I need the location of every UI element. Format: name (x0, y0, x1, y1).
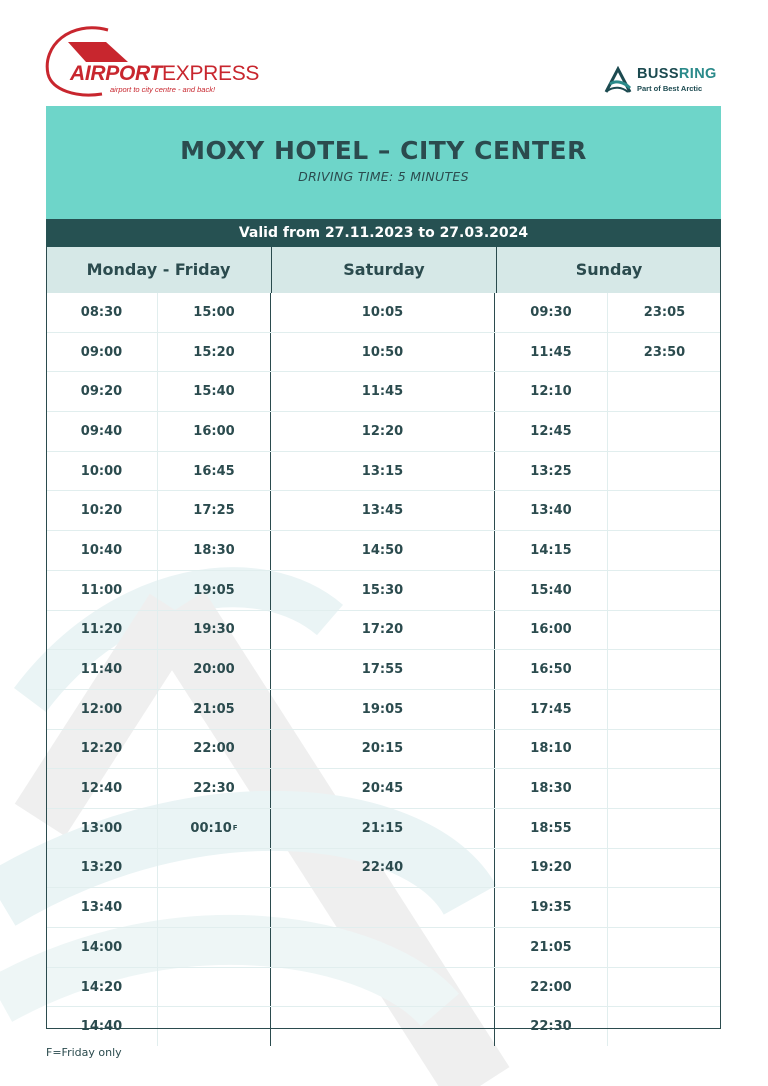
header-monday-friday: Monday - Friday (86, 260, 231, 279)
saturday-time: 15:30 (270, 571, 495, 610)
timetable-row (46, 372, 721, 412)
timetable-row (46, 888, 721, 928)
mon-fri-time: 11:20 (46, 611, 158, 650)
sunday-time (608, 888, 721, 927)
driving-time: DRIVING TIME: 5 MINUTES (298, 169, 469, 184)
airport-express-logo (40, 18, 270, 100)
mon-fri-time: 17:25 (193, 503, 235, 519)
timetable-row (46, 1007, 721, 1046)
route-title: MOXY HOTEL – CITY CENTER (180, 136, 587, 165)
sunday-time: 21:05 (495, 928, 608, 967)
timetable-row (46, 769, 721, 809)
footnote: F=Friday only (46, 1046, 122, 1059)
bussring-wordmark: BUSSRING (637, 66, 717, 82)
sunday-time: 13:40 (495, 491, 608, 530)
timetable-row (46, 571, 721, 611)
sunday-time: 23:50 (643, 344, 686, 360)
saturday-time: 10:05 (270, 293, 495, 332)
mon-fri-time: 13:00 (46, 809, 158, 848)
day-headers (46, 247, 721, 293)
saturday-time: 13:45 (270, 491, 495, 530)
timetable-row (46, 452, 721, 492)
mon-fri-time: 09:00 (46, 333, 158, 372)
saturday-time: 10:50 (270, 333, 495, 372)
timetable-row (46, 849, 721, 889)
sunday-time: 17:45 (495, 690, 608, 729)
airport-express-wordmark: AIRPORTEXPRESS (70, 62, 260, 85)
saturday-time: 12:20 (270, 412, 495, 451)
header-sunday: Sunday (496, 247, 721, 293)
mon-fri-time: 19:30 (193, 622, 235, 638)
mon-fri-time: 13:20 (46, 849, 158, 888)
mon-fri-time: 16:45 (193, 463, 235, 479)
timetable-row (46, 730, 721, 770)
timetable-row (46, 491, 721, 531)
mon-fri-time (158, 1007, 270, 1046)
mon-fri-time: 10:40 (46, 531, 158, 570)
mon-fri-time: 14:20 (46, 968, 158, 1007)
mon-fri-time: 21:05 (193, 701, 235, 717)
sunday-time: 14:15 (495, 531, 608, 570)
sunday-time: 18:10 (495, 730, 608, 769)
sunday-time: 22:30 (495, 1007, 608, 1046)
sunday-time (608, 769, 721, 808)
sunday-time (608, 1007, 721, 1046)
sunday-time: 11:45 (495, 333, 608, 372)
sunday-time: 16:50 (495, 650, 608, 689)
saturday-time (270, 888, 495, 927)
saturday-time: 20:15 (270, 730, 495, 769)
mon-fri-time: 09:20 (46, 372, 158, 411)
timetable-row (46, 690, 721, 730)
timetable-row (46, 968, 721, 1008)
friday-only-marker: F (232, 824, 238, 833)
mon-fri-time: 14:00 (46, 928, 158, 967)
sunday-time (608, 650, 721, 689)
sunday-time: 18:55 (495, 809, 608, 848)
timetable-row (46, 611, 721, 651)
mon-fri-time: 12:40 (46, 769, 158, 808)
sunday-time (608, 531, 721, 570)
sunday-time: 19:35 (495, 888, 608, 927)
sunday-time: 12:10 (495, 372, 608, 411)
mon-fri-time (158, 928, 270, 967)
sunday-time (608, 491, 721, 530)
sunday-time: 16:00 (495, 611, 608, 650)
saturday-time: 11:45 (270, 372, 495, 411)
route-header (46, 106, 721, 219)
mon-fri-time (158, 888, 270, 927)
sunday-time: 13:25 (495, 452, 608, 491)
sunday-time (608, 412, 721, 451)
saturday-time: 22:40 (270, 849, 495, 888)
sunday-time: 22:00 (495, 968, 608, 1007)
mon-fri-time: 15:00 (193, 304, 235, 320)
timetable-row (46, 412, 721, 452)
mon-fri-time: 11:40 (46, 650, 158, 689)
mon-fri-time: 00:10 F (190, 820, 238, 836)
saturday-time: 17:20 (270, 611, 495, 650)
bussring-subtitle: Part of Best Arctic (637, 84, 703, 93)
sunday-time (608, 611, 721, 650)
sunday-time (608, 690, 721, 729)
mon-fri-time: 10:20 (46, 491, 158, 530)
mon-fri-time: 15:40 (193, 384, 235, 400)
sunday-time (608, 372, 721, 411)
saturday-time: 21:15 (270, 809, 495, 848)
timetable-row (46, 531, 721, 571)
saturday-time: 13:15 (270, 452, 495, 491)
saturday-time: 20:45 (270, 769, 495, 808)
mon-fri-time (158, 968, 270, 1007)
sunday-time (608, 968, 721, 1007)
mon-fri-time: 12:20 (46, 730, 158, 769)
sunday-time (608, 849, 721, 888)
mon-fri-time: 15:20 (193, 344, 235, 360)
mon-fri-time: 10:00 (46, 452, 158, 491)
sunday-time (608, 928, 721, 967)
timetable-row (46, 333, 721, 373)
saturday-time: 17:55 (270, 650, 495, 689)
mon-fri-time: 16:00 (193, 423, 235, 439)
saturday-time: 14:50 (270, 531, 495, 570)
timetable-row (46, 293, 721, 333)
airport-express-tagline: airport to city centre - and back! (110, 85, 216, 94)
header-saturday: Saturday (271, 247, 496, 293)
mon-fri-time: 12:00 (46, 690, 158, 729)
sunday-time (608, 571, 721, 610)
timetable-grid (46, 293, 721, 1046)
timetable-row (46, 650, 721, 690)
mon-fri-time: 11:00 (46, 571, 158, 610)
sunday-time: 09:30 (495, 293, 608, 332)
validity-bar: Valid from 27.11.2023 to 27.03.2024 (46, 219, 721, 247)
saturday-time (270, 968, 495, 1007)
sunday-time: 15:40 (495, 571, 608, 610)
timetable-row (46, 928, 721, 968)
saturday-time (270, 928, 495, 967)
sunday-time: 19:20 (495, 849, 608, 888)
bussring-a-icon (604, 66, 634, 96)
saturday-time (270, 1007, 495, 1046)
sunday-time (608, 452, 721, 491)
mon-fri-time: 19:05 (193, 582, 235, 598)
sunday-time: 18:30 (495, 769, 608, 808)
mon-fri-time (158, 849, 270, 888)
sunday-time: 12:45 (495, 412, 608, 451)
mon-fri-time: 18:30 (193, 542, 235, 558)
mon-fri-time: 20:00 (193, 662, 235, 678)
sunday-time (608, 730, 721, 769)
mon-fri-time: 22:30 (193, 781, 235, 797)
mon-fri-time: 22:00 (193, 741, 235, 757)
mon-fri-time: 13:40 (46, 888, 158, 927)
mon-fri-time: 09:40 (46, 412, 158, 451)
sunday-time (608, 809, 721, 848)
sunday-time: 23:05 (643, 304, 686, 320)
mon-fri-time: 08:30 (46, 293, 158, 332)
mon-fri-time: 14:40 (46, 1007, 158, 1046)
saturday-time: 19:05 (270, 690, 495, 729)
timetable-row (46, 809, 721, 849)
bussring-logo (604, 64, 734, 96)
